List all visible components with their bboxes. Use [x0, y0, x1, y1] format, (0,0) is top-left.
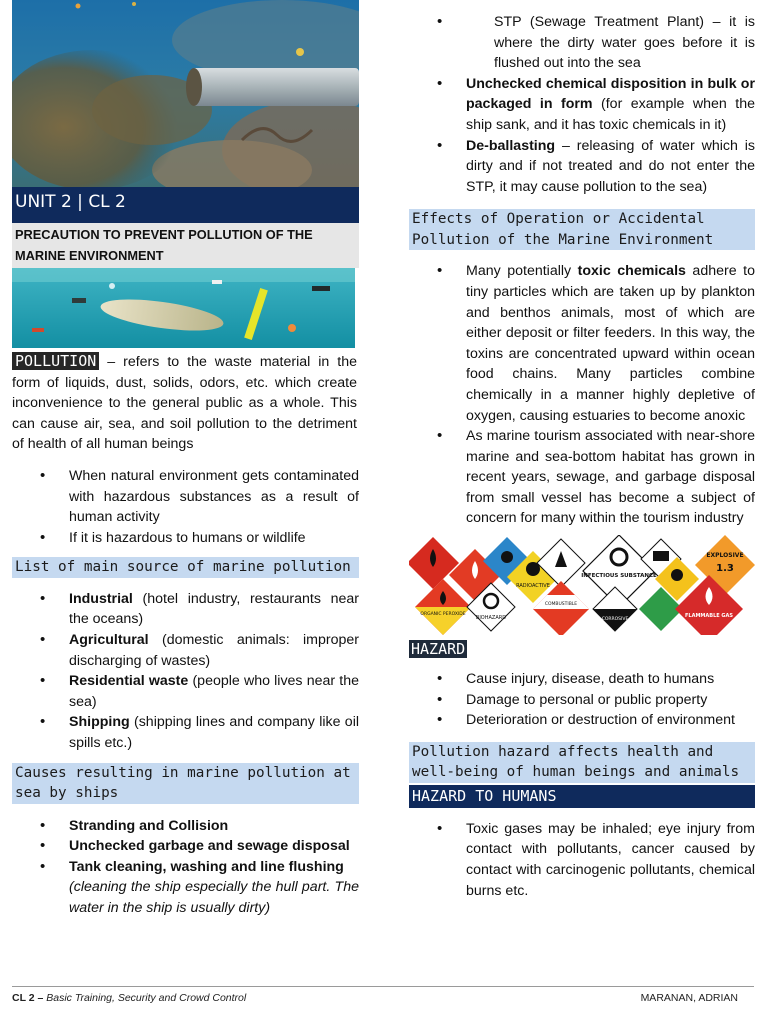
list-item: • De-ballasting – releasing of water which is dirty and if not treated and do not enter the STP, it may cause pollution to the sea)	[409, 136, 755, 198]
subtitle-band	[12, 223, 359, 268]
list-item: • Toxic gases may be inhaled; eye injury from contact with pollutants, cancer caused by contact with carcinogenic pollutants, chemical burns etc.	[409, 819, 755, 901]
biohazard-label: BIOHAZARD	[475, 615, 507, 622]
hazard-label-row	[409, 639, 755, 661]
list-item: • As marine tourism associated with near-shore marine and sea-bottom habitat has grown in recent years, sewage, and garbage disposal from small vessel has become a subject of concern for many within the tourism industry	[409, 426, 755, 529]
pollution-bullets	[12, 466, 359, 548]
pollution-definition-text: – refers to the waste material in the form of liquids, dust, solids, odors, etc. which create inconvenience to the general public as a whole. This can cause air, sea, and soil pollution to the detriment of health of all human beings	[12, 354, 357, 453]
list-item: • Industrial (hotel industry, restaurants near the oceans)	[12, 589, 359, 630]
list-item: • Many potentially toxic chemicals adhere to tiny particles which are taken up by plankton and benthos animals, most of which are either deposit or filter feeders. In this way, the toxins are concentrated upward within ocean food chains. Many particles combine chemically in a manner highly depletive of oxygen, causing estuaries to become anoxic	[409, 261, 755, 426]
hazard-placards-image	[409, 535, 755, 635]
effects-list	[409, 261, 755, 529]
causes-list	[12, 816, 359, 919]
list-item: • Deterioration or destruction of environment	[409, 710, 755, 731]
flammable-gas-label: FLAMMABLE GAS	[684, 613, 734, 620]
infectious-label: INFECTIOUS SUBSTANCE	[581, 573, 657, 580]
list-item: • Stranding and Collision	[12, 816, 359, 837]
list-item: • Residential waste (people who lives near the sea)	[12, 671, 359, 712]
page-footer	[12, 986, 754, 1005]
explosive-class: 1.3	[716, 563, 734, 575]
unit-title: UNIT 2 | CL 2	[15, 192, 126, 212]
list-item: • Shipping (shipping lines and company like oil spills etc.)	[12, 712, 359, 753]
footer-course-name: Basic Training, Security and Crowd Control	[43, 992, 247, 1004]
list-item: • When natural environment gets contaminated with hazardous substances as a result of human activity	[12, 466, 359, 528]
page-subtitle: PRECAUTION TO PREVENT POLLUTION OF THE MARINE ENVIRONMENT	[15, 227, 313, 263]
coral-pipe-photo	[12, 0, 359, 187]
humans-list	[409, 819, 755, 901]
list-item: • Damage to personal or public property	[409, 690, 755, 711]
list-item: • Unchecked chemical disposition in bulk or packaged in form (for example when the ship sank, and it has toxic chemicals in it)	[409, 74, 755, 136]
placard-flammable-icon	[409, 537, 459, 589]
sources-heading: List of main source of marine pollution	[12, 557, 359, 578]
list-item-stp: • STP (Sewage Treatment Plant) – it is where the dirty water goes before it is flushed out into the sea	[409, 12, 755, 74]
floating-plastic-photo	[12, 268, 355, 348]
sources-list	[12, 589, 359, 754]
effects-heading: Effects of Operation or Accidental Pollution of the Marine Environment	[409, 209, 755, 250]
hazard-label: HAZARD	[411, 640, 466, 659]
hazard-to-humans-heading: HAZARD TO HUMANS	[409, 785, 755, 808]
pollution-hazard-heading: Pollution hazard affects health and well-being of human beings and animals	[409, 742, 755, 783]
right-column	[409, 0, 755, 901]
unit-title-band	[12, 187, 359, 223]
footer-course-code: CL 2 –	[12, 992, 44, 1004]
left-column	[12, 0, 359, 919]
list-item: • Tank cleaning, washing and line flushing (cleaning the ship especially the hull part. The water in the ship is usually dirty)	[12, 857, 359, 919]
causes-continued-list	[409, 12, 755, 197]
explosive-label: EXPLOSIVE	[706, 552, 744, 560]
organic-peroxide-label: ORGANIC PEROXIDE	[420, 612, 466, 618]
combustible-label: COMBUSTIBLE	[544, 602, 578, 608]
list-item: • Unchecked garbage and sewage disposal	[12, 836, 359, 857]
list-item: • If it is hazardous to humans or wildlife	[12, 528, 359, 549]
radioactive-label: RADIOACTIVE	[516, 583, 550, 590]
pollution-label: POLLUTION	[12, 352, 99, 370]
causes-heading: Causes resulting in marine pollution at sea by ships	[12, 763, 359, 804]
corrosive-label: CORROSIVE	[601, 617, 629, 623]
list-item: • Cause injury, disease, death to humans	[409, 669, 755, 690]
pollution-definition	[12, 351, 357, 455]
list-item: • Agricultural (domestic animals: improper discharging of wastes)	[12, 630, 359, 671]
hazard-list	[409, 669, 755, 731]
footer-author: MARANAN, ADRIAN	[640, 992, 738, 1004]
